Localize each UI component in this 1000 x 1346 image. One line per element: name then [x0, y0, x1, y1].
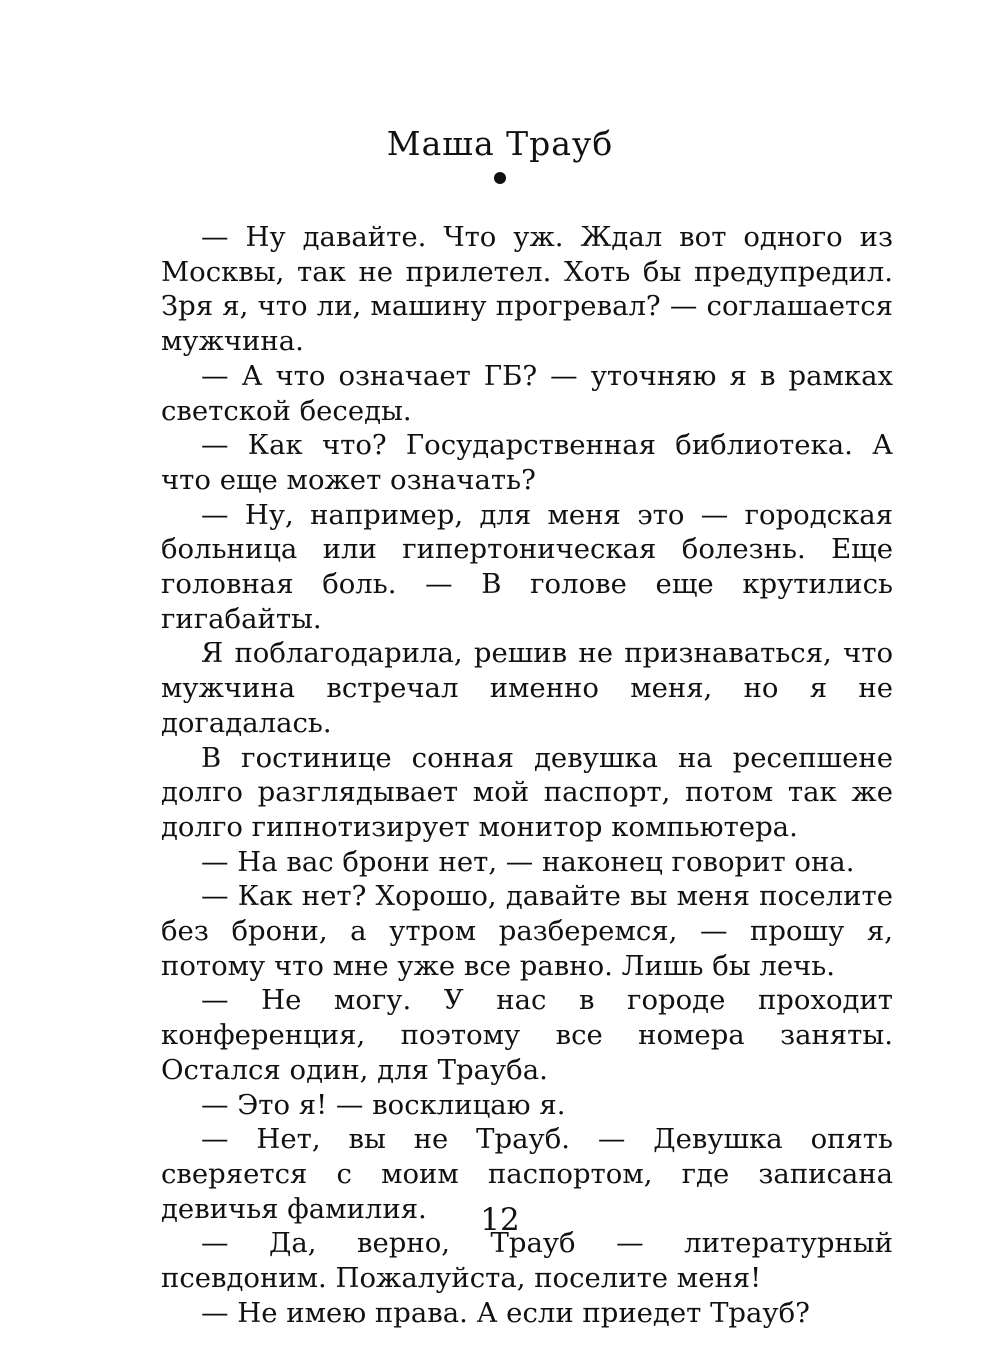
- paragraph: В гостинице сонная девушка на ресепшене долго разглядывает мой паспорт, потом так же долго гипнотизирует монитор компьютера.: [161, 741, 893, 843]
- paragraph: — Ну давайте. Что уж. Ждал вот одного из Москвы, так не прилетел. Хоть бы предупредил. Зря я, что ли, машину прогревал? — соглашается мужчина.: [161, 221, 893, 358]
- paragraph: — Нет, вы не Трауб. — Девушка опять сверяется с моим паспортом, где записана девичья фамилия.: [161, 1123, 893, 1225]
- paragraph: — А что означает ГБ? — уточняю я в рамках светской беседы.: [161, 359, 893, 427]
- bullet-ornament: [494, 172, 506, 184]
- paragraph: Я поблагодарила, решив не признаваться, что мужчина встречал именно меня, но я не догадалась.: [161, 637, 893, 739]
- book-page-text: [161, 220, 893, 1331]
- paragraph: — Не могу. У нас в городе проходит конференция, поэтому все номера заняты. Остался один, для Трауба.: [161, 984, 893, 1086]
- paragraph: — Да, верно, Трауб — литературный псевдоним. Пожалуйста, поселите меня!: [161, 1227, 893, 1295]
- author-name: Маша Трауб: [386, 124, 614, 163]
- page-number: 12: [480, 1202, 520, 1238]
- paragraph: — Как что? Государственная библиотека. А что еще может означать?: [161, 429, 893, 496]
- paragraph: — Не имею права. А если приедет Трауб?: [201, 1296, 810, 1329]
- running-header: [0, 122, 1000, 184]
- paragraph: — Как нет? Хорошо, давайте вы меня поселите без брони, а утром разберемся, — прошу я, потому что мне уже все равно. Лишь бы лечь.: [161, 880, 893, 982]
- paragraph: — Ну, например, для меня это — городская больница или гипертоническая болезнь. Еще головная боль. — В голове еще крутились гигабайты.: [161, 498, 893, 635]
- paragraph: — Это я! — восклицаю я.: [201, 1088, 566, 1121]
- paragraph: — На вас брони нет, — наконец говорит она.: [201, 845, 855, 878]
